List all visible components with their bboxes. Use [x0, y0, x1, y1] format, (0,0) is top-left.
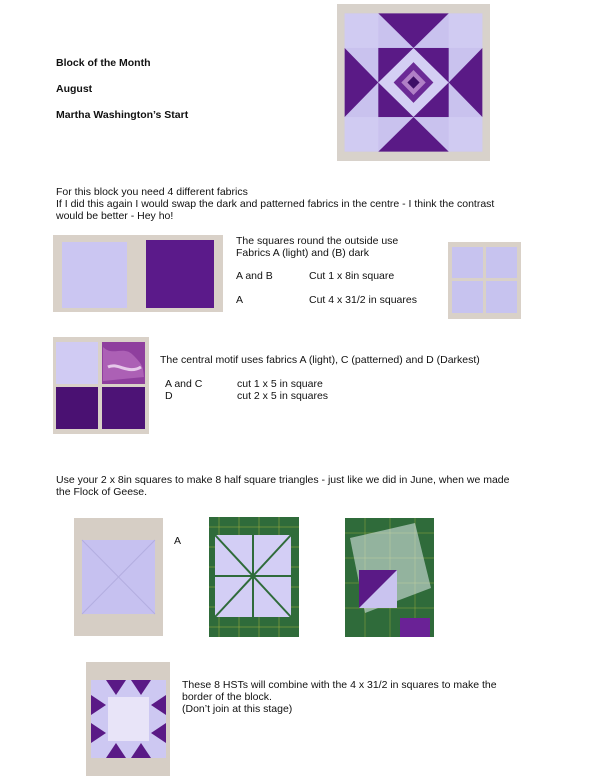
- outside-squares-line-2: Fabrics A (light) and (B) dark: [236, 247, 370, 259]
- border-line-2: border of the block.: [182, 691, 272, 703]
- outside-squares-line-1: The squares round the outside use: [236, 235, 399, 247]
- cut-row-instruction: Cut 1 x 8in square: [309, 270, 395, 282]
- document-title: Block of the Month: [56, 57, 151, 69]
- intro-line-2: If I did this again I would swap the dark and patterned fabrics in the centre - I think the contrast: [56, 198, 495, 210]
- fabric-a-b-photo: [53, 235, 223, 312]
- cut-row-instruction: cut 1 x 5 in square: [237, 378, 323, 390]
- cut-row-instruction: cut 2 x 5 in squares: [237, 390, 329, 402]
- hst-line-1: Use your 2 x 8in squares to make 8 half square triangles - just like we did in June, when we made: [56, 474, 510, 486]
- four-light-squares-photo: [448, 242, 521, 319]
- cut-row-fabric: A and C: [165, 378, 203, 390]
- cut-row-fabric: A and B: [236, 270, 273, 282]
- central-fabrics-photo: [53, 337, 149, 434]
- trim-hst-photo: [345, 518, 434, 637]
- border-line-1: These 8 HSTs will combine with the 4 x 31/2 in squares to make the: [182, 679, 497, 691]
- cut-row-instruction: Cut 4 x 31/2 in squares: [309, 294, 417, 306]
- cut-square-photo: [209, 517, 299, 637]
- cut-row-fabric: D: [165, 390, 173, 402]
- marked-square-photo: [74, 518, 163, 636]
- intro-line-1: For this block you need 4 different fabrics: [56, 186, 248, 198]
- photo-label: A: [174, 535, 182, 547]
- border-line-3: (Don’t join at this stage): [182, 703, 293, 715]
- finished-block-photo: [337, 4, 490, 161]
- block-name: Martha Washington’s Start: [56, 109, 189, 121]
- cut-row-fabric: A: [236, 294, 244, 306]
- central-motif-line-1: The central motif uses fabrics A (light), C (patterned) and D (Darkest): [160, 354, 480, 366]
- intro-line-3: would be better - Hey ho!: [56, 210, 174, 222]
- month-label: August: [56, 83, 93, 95]
- hst-line-2: the Flock of Geese.: [56, 486, 148, 498]
- border-layout-photo: [86, 662, 170, 776]
